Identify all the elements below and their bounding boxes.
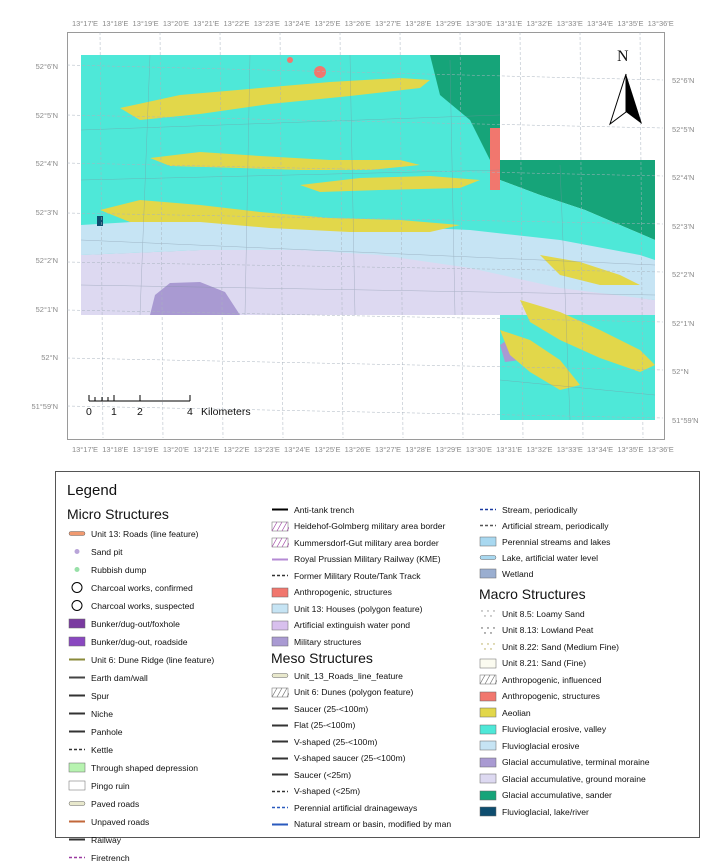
lat-tick-left: 52°5'N (35, 110, 58, 120)
lat-tick-left: 52°6'N (35, 62, 58, 71)
legend-symbol-icon (479, 504, 497, 515)
lat-tick-right: 52°1'N (672, 318, 695, 328)
legend-item-label: Anti-tank trench (294, 504, 355, 515)
legend-item-label: V-shaped (<25m) (294, 786, 361, 796)
legend (55, 471, 700, 863)
legend-item-label: Firetrench (91, 852, 130, 863)
lon-tick-top: 13°32'E (526, 19, 553, 28)
legend-item (68, 654, 214, 665)
legend-symbol-icon (479, 520, 497, 531)
legend-item-label: Unit_13_Roads_line_feature (294, 670, 403, 681)
legend-symbol-icon (68, 690, 86, 701)
legend-item-label: Earth dam/wall (91, 672, 148, 683)
lon-tick-top: 13°30'E (465, 19, 492, 28)
legend-item-label: Perennial artificial drainageways (294, 802, 418, 813)
legend-symbol-icon (271, 504, 289, 515)
lon-tick-bot: 13°32'E (526, 445, 553, 454)
legend-item (271, 687, 413, 698)
legend-item-label: Spur (91, 690, 110, 701)
legend-item (479, 625, 593, 636)
legend-item-label: Wetland (502, 568, 534, 579)
lon-tick-bot: 13°35'E (617, 445, 644, 454)
legend-symbol-icon (68, 780, 86, 791)
legend-symbol-icon (68, 618, 86, 629)
legend-item (271, 720, 355, 731)
lon-tick-bot: 13°17'E (71, 445, 99, 454)
legend-item (271, 636, 361, 647)
legend-symbol-icon (68, 762, 86, 773)
legend-symbol-icon (479, 658, 497, 669)
legend-symbol-icon (271, 786, 289, 797)
legend-symbol-icon (479, 757, 497, 768)
scale-tick-1: 1 (111, 406, 117, 418)
lon-tick-bot: 13°30'E (465, 445, 492, 454)
legend-item-label: Glacial accumulative, ground moraine (502, 773, 646, 784)
lon-tick-top: 13°22'E (223, 19, 250, 28)
lat-tick-right: 52°N (672, 367, 689, 376)
lon-tick-bot: 13°22'E (223, 445, 250, 454)
legend-symbol-icon (68, 636, 86, 647)
legend-symbol-icon (271, 587, 289, 598)
lon-tick-top: 13°17'E (71, 19, 99, 28)
lon-tick-bot: 13°27'E (374, 445, 402, 454)
lon-tick-top: 13°36'E (647, 19, 674, 28)
legend-item (271, 554, 441, 565)
scale-tick-4: 4 (187, 406, 193, 418)
legend-symbol-icon (271, 802, 289, 813)
legend-symbol-icon (479, 773, 497, 784)
legend-item (68, 528, 198, 539)
legend-item-label: Heidehof-Golmberg military area border (294, 521, 446, 531)
legend-item-label: Through shaped depression (91, 762, 199, 773)
legend-item (68, 546, 123, 557)
lon-tick-top: 13°18'E (102, 19, 129, 28)
legend-item-label: Charcoal works, confirmed (91, 582, 193, 593)
legend-symbol-icon (479, 806, 497, 817)
legend-item (479, 536, 610, 547)
lon-tick-top: 13°20'E (162, 19, 189, 28)
lon-tick-top: 13°24'E (284, 19, 311, 28)
legend-item (271, 603, 423, 614)
legend-symbol-icon (68, 528, 86, 539)
legend-symbol-icon (68, 816, 86, 827)
legend-item-label: V-shaped saucer (25-<100m) (294, 753, 406, 763)
legend-item (479, 641, 619, 652)
lon-tick-top: 13°19'E (132, 19, 159, 28)
legend-symbol-icon (271, 636, 289, 647)
legend-item-label: V-shaped (25-<100m) (294, 736, 378, 747)
meso-structures-title: Meso Structures (271, 650, 373, 666)
lon-tick-top: 13°33'E (556, 19, 583, 28)
legend-item-label: Former Military Route/Tank Track (294, 570, 421, 581)
legend-symbol-icon (68, 834, 86, 845)
legend-item-label: Anthropogenic, influenced (502, 674, 602, 685)
lon-tick-top: 13°25'E (314, 19, 341, 28)
lat-tick-right: 52°3'N (672, 221, 695, 231)
legend-item-label: Kummersdorf-Gut military area border (294, 537, 439, 548)
legend-item-label: Bunker/dug-out, roadside (91, 636, 188, 647)
lat-tick-right: 52°6'N (672, 76, 695, 85)
scale-bar (89, 395, 190, 401)
lon-tick-top: 13°31'E (496, 19, 523, 28)
legend-symbol-icon (68, 600, 86, 611)
legend-item (68, 582, 193, 593)
scale-tick-2: 2 (137, 406, 143, 418)
legend-symbol-icon (271, 720, 289, 731)
lake-patch (97, 216, 103, 226)
scale-tick-0: 0 (86, 406, 92, 418)
legend-item (271, 769, 351, 780)
legend-item (479, 806, 589, 817)
legend-item (68, 564, 146, 575)
legend-item-label: Unit 8.21: Sand (Fine) (502, 658, 587, 668)
anthropogenic-strip (490, 128, 500, 190)
legend-item (479, 568, 533, 579)
legend-symbol-icon (68, 564, 86, 575)
legend-symbol-icon (68, 744, 86, 755)
lon-tick-bot: 13°34'E (587, 445, 614, 454)
lat-tick-right: 52°5'N (672, 124, 695, 134)
legend-item (271, 753, 406, 764)
legend-item (68, 744, 113, 755)
legend-item (271, 537, 439, 548)
lat-tick-right: 52°4'N (672, 173, 695, 182)
legend-item (68, 834, 121, 845)
legend-symbol-icon (271, 554, 289, 565)
legend-item-label: Rubbish dump (91, 564, 147, 575)
legend-symbol-icon (271, 687, 289, 698)
legend-symbol-icon (479, 625, 497, 636)
legend-symbol-icon (68, 852, 86, 863)
legend-symbol-icon (479, 691, 497, 702)
legend-item (271, 587, 392, 598)
legend-symbol-icon (271, 521, 289, 532)
legend-item-label: Saucer (25-<100m) (294, 703, 369, 714)
legend-symbol-icon (271, 753, 289, 764)
legend-symbol-icon (271, 537, 289, 548)
legend-item (479, 757, 650, 768)
legend-item-label: Perennial streams and lakes (502, 536, 611, 547)
legend-item (271, 620, 410, 631)
legend-item-label: Artificial stream, periodically (502, 520, 609, 531)
lat-tick-left: 52°N (41, 353, 58, 362)
lon-tick-bot: 13°36'E (647, 445, 674, 454)
legend-item-label: Kettle (91, 744, 113, 755)
lat-tick-left: 52°2'N (35, 256, 58, 265)
lat-tick-right: 51°59'N (672, 415, 699, 425)
legend-item (271, 670, 403, 681)
legend-symbol-icon (68, 798, 86, 809)
legend-item (479, 724, 606, 735)
legend-item-label: Fluvioglacial erosive (502, 740, 580, 751)
legend-item (68, 762, 198, 773)
lon-tick-bot: 13°20'E (162, 445, 189, 454)
lon-tick-bot: 13°24'E (284, 445, 311, 454)
legend-item (68, 708, 113, 719)
legend-item-label: Natural stream or basin, modified by man (294, 819, 452, 829)
legend-item-label: Stream, periodically (502, 504, 578, 515)
anthropogenic-blob-2 (287, 57, 293, 63)
legend-symbol-icon (271, 570, 289, 581)
legend-item (479, 790, 612, 801)
legend-symbol-icon (479, 724, 497, 735)
legend-item (271, 819, 451, 830)
legend-item (68, 690, 109, 701)
north-label: N (617, 48, 629, 65)
micro-structures-title: Micro Structures (67, 506, 169, 522)
legend-item (68, 600, 194, 611)
legend-symbol-icon (68, 708, 86, 719)
lon-tick-bot: 13°31'E (496, 445, 523, 454)
legend-symbol-icon (271, 736, 289, 747)
lon-tick-top: 13°35'E (617, 19, 644, 28)
lon-tick-top: 13°21'E (193, 19, 220, 28)
legend-item (271, 521, 445, 532)
legend-item (68, 636, 188, 647)
legend-symbol-icon (271, 819, 289, 830)
legend-item-label: Unit 8.22: Sand (Medium Fine) (502, 641, 620, 652)
legend-item-label: Railway (91, 834, 122, 845)
legend-symbol-icon (479, 552, 497, 563)
legend-item-label: Unit 6: Dunes (polygon feature) (294, 687, 414, 697)
legend-symbol-icon (479, 568, 497, 579)
legend-symbol-icon (68, 672, 86, 683)
lon-tick-top: 13°26'E (344, 19, 371, 28)
legend-item-label: Unit 8.13: Lowland Peat (502, 625, 594, 635)
legend-symbol-icon (271, 769, 289, 780)
legend-symbol-icon (479, 674, 497, 685)
legend-symbol-icon (271, 603, 289, 614)
legend-item (68, 618, 180, 629)
legend-item-label: Unit 13: Houses (polygon feature) (294, 603, 423, 614)
legend-item-label: Aeolian (502, 707, 531, 718)
legend-item (479, 674, 601, 685)
macro-structures-title: Macro Structures (479, 586, 586, 602)
legend-item-label: Pingo ruin (91, 780, 130, 791)
lon-tick-top: 13°29'E (435, 19, 462, 28)
north-arrow-icon (610, 74, 642, 124)
legend-item-label: Saucer (<25m) (294, 769, 352, 780)
legend-item-label: Anthropogenic, structures (294, 587, 392, 597)
legend-item-label: Niche (91, 708, 113, 719)
legend-item (68, 780, 130, 791)
legend-item-label: Lake, artificial water level (502, 552, 599, 563)
legend-symbol-icon (271, 703, 289, 714)
legend-item (479, 608, 585, 619)
legend-item-label: Flat (25-<100m) (294, 720, 356, 730)
legend-item (479, 658, 586, 669)
legend-item-label: Bunker/dug-out/foxhole (91, 618, 180, 629)
legend-symbol-icon (68, 726, 86, 737)
legend-symbol-icon (479, 790, 497, 801)
legend-item-label: Sand pit (91, 546, 123, 557)
legend-item-label: Unpaved roads (91, 816, 150, 827)
legend-item-label: Anthropogenic, structures (502, 691, 600, 701)
legend-item (271, 504, 354, 515)
legend-item-label: Unit 6: Dune Ridge (line feature) (91, 654, 215, 665)
legend-title: Legend (67, 482, 118, 499)
legend-symbol-icon (68, 582, 86, 593)
legend-item (479, 504, 577, 515)
legend-item (271, 736, 377, 747)
legend-symbol-icon (479, 536, 497, 547)
legend-item (479, 707, 531, 718)
anthropogenic-blob (314, 66, 326, 78)
legend-symbol-icon (479, 707, 497, 718)
scale-unit: Kilometers (201, 406, 251, 418)
legend-symbol-icon (479, 641, 497, 652)
lon-tick-top: 13°27'E (374, 19, 402, 28)
legend-item (68, 672, 148, 683)
lon-tick-bot: 13°23'E (253, 445, 280, 454)
legend-item-label: Glacial accumulative, sander (502, 790, 612, 800)
lon-tick-bot: 13°18'E (102, 445, 129, 454)
lon-tick-top: 13°23'E (253, 19, 280, 28)
legend-item (479, 740, 579, 751)
legend-item-label: Unit 13: Roads (line feature) (91, 528, 199, 539)
lat-tick-left: 52°3'N (35, 207, 58, 217)
lon-tick-bot: 13°25'E (314, 445, 341, 454)
legend-item-label: Charcoal works, suspected (91, 600, 195, 611)
legend-item (479, 773, 646, 784)
legend-item-label: Unit 8.5: Loamy Sand (502, 608, 585, 619)
legend-item-label: Military structures (294, 636, 362, 647)
legend-item (271, 786, 360, 797)
legend-item (68, 798, 139, 809)
lon-tick-bot: 13°28'E (405, 445, 432, 454)
legend-item-label: Paved roads (91, 798, 140, 809)
lon-tick-bot: 13°29'E (435, 445, 462, 454)
legend-item (68, 852, 130, 863)
legend-symbol-icon (68, 546, 86, 557)
legend-item (479, 552, 598, 563)
legend-item-label: Panhole (91, 726, 123, 737)
lon-tick-bot: 13°26'E (344, 445, 371, 454)
legend-symbol-icon (479, 608, 497, 619)
legend-item (271, 570, 421, 581)
legend-symbol-icon (271, 620, 289, 631)
legend-item-label: Glacial accumulative, terminal moraine (502, 757, 650, 767)
legend-item (68, 726, 123, 737)
lat-tick-left: 52°1'N (35, 304, 58, 314)
lon-tick-bot: 13°33'E (556, 445, 583, 454)
lon-tick-bot: 13°19'E (132, 445, 159, 454)
lon-tick-top: 13°28'E (405, 19, 432, 28)
legend-item-label: Artificial extinguish water pond (294, 620, 411, 630)
lon-tick-top: 13°34'E (587, 19, 614, 28)
lon-tick-bot: 13°21'E (193, 445, 220, 454)
legend-item (68, 816, 149, 827)
legend-item (271, 703, 368, 714)
legend-symbol-icon (68, 654, 86, 665)
lat-tick-left: 51°59'N (31, 401, 58, 411)
legend-item-label: Fluvioglacial, lake/river (502, 806, 589, 817)
legend-item-label: Royal Prussian Military Railway (KME) (294, 554, 441, 564)
legend-item (271, 802, 417, 813)
legend-item-label: Fluvioglacial erosive, valley (502, 724, 607, 734)
lat-tick-right: 52°2'N (672, 270, 695, 279)
lat-tick-left: 52°4'N (35, 159, 58, 168)
legend-item (479, 520, 609, 531)
legend-symbol-icon (271, 670, 289, 681)
legend-item (479, 691, 600, 702)
legend-symbol-icon (479, 740, 497, 751)
